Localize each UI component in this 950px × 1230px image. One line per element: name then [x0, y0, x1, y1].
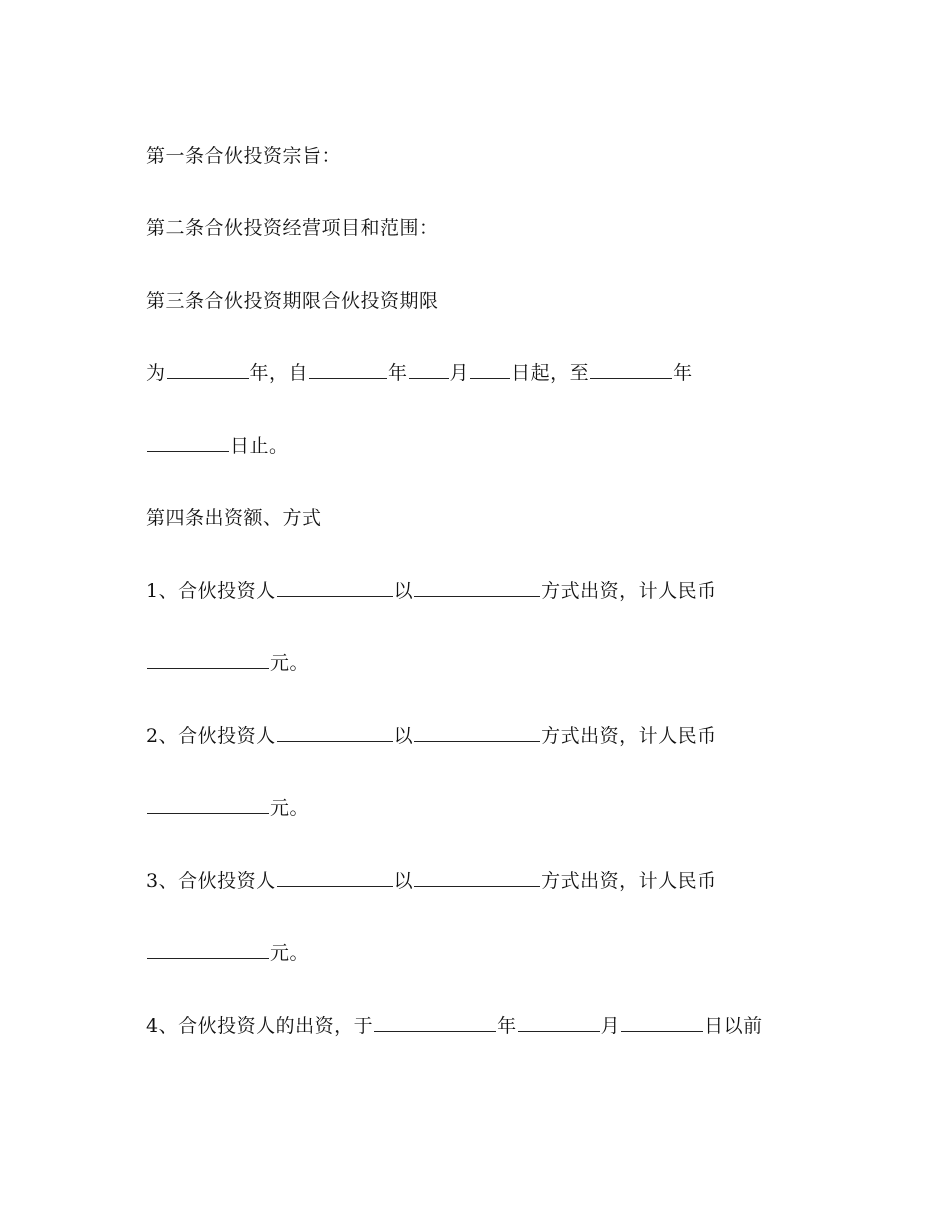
- article-4-heading: 第四条出资额、方式: [146, 507, 322, 529]
- contribution-1-suffix: 方式出资，计人民币: [541, 580, 717, 602]
- contribution-line-2: [146, 720, 717, 752]
- contribution-1-method-blank[interactable]: [414, 576, 540, 597]
- contribution-line-1: [146, 575, 717, 607]
- deadline-text-3: 月: [600, 1015, 621, 1037]
- term-line: [146, 357, 693, 389]
- contribution-2-unit: 元。: [270, 797, 310, 819]
- deadline-text-2: 年: [497, 1015, 517, 1037]
- contribution-amount-line-3: [146, 937, 309, 969]
- deadline-day-blank[interactable]: [621, 1011, 703, 1032]
- contribution-1-mid: 以: [393, 580, 414, 602]
- article-3-heading: 第三条合伙投资期限合伙投资期限: [146, 290, 439, 312]
- contribution-3-prefix: 3、合伙投资人: [146, 870, 276, 892]
- article-1-heading: 第一条合伙投资宗旨：: [146, 145, 342, 167]
- start-day-blank[interactable]: [470, 358, 510, 379]
- contribution-amount-line-2: [146, 792, 309, 824]
- end-year-blank[interactable]: [590, 358, 672, 379]
- contribution-amount-line-1: [146, 647, 309, 679]
- term-end-text: 日止。: [230, 435, 289, 457]
- contribution-3-partner-blank[interactable]: [277, 866, 393, 887]
- contribution-2-suffix: 方式出资，计人民币: [541, 725, 717, 747]
- term-text-3: 年: [388, 362, 408, 384]
- deadline-text-1: 4、合伙投资人的出资，于: [146, 1015, 374, 1037]
- contribution-1-amount-blank[interactable]: [147, 648, 269, 669]
- contribution-1-prefix: 1、合伙投资人: [146, 580, 276, 602]
- contribution-2-mid: 以: [393, 725, 414, 747]
- term-end-line: [146, 430, 289, 462]
- contribution-3-unit: 元。: [270, 942, 310, 964]
- term-text-5: 日起，至: [511, 362, 590, 384]
- term-text-6: 年: [673, 362, 693, 384]
- deadline-line: [146, 1010, 763, 1042]
- start-year-blank[interactable]: [309, 358, 387, 379]
- start-month-blank[interactable]: [409, 358, 449, 379]
- contribution-1-unit: 元。: [270, 652, 310, 674]
- contribution-2-amount-blank[interactable]: [147, 793, 269, 814]
- deadline-month-blank[interactable]: [518, 1011, 600, 1032]
- article-2-heading: 第二条合伙投资经营项目和范围：: [146, 217, 439, 239]
- end-date-blank[interactable]: [147, 431, 229, 452]
- contribution-2-partner-blank[interactable]: [277, 721, 393, 742]
- term-text-2: 年，自: [249, 362, 309, 384]
- term-text-4: 月: [449, 362, 470, 384]
- term-years-blank[interactable]: [167, 358, 249, 379]
- contribution-2-method-blank[interactable]: [414, 721, 540, 742]
- contribution-3-mid: 以: [393, 870, 414, 892]
- contribution-1-partner-blank[interactable]: [277, 576, 393, 597]
- contribution-2-prefix: 2、合伙投资人: [146, 725, 276, 747]
- deadline-year-blank[interactable]: [374, 1011, 496, 1032]
- contribution-3-suffix: 方式出资，计人民币: [541, 870, 717, 892]
- deadline-text-4: 日以前: [704, 1015, 763, 1037]
- contribution-line-3: [146, 865, 717, 897]
- contribution-3-method-blank[interactable]: [414, 866, 540, 887]
- term-text-1: 为: [146, 362, 166, 384]
- contribution-3-amount-blank[interactable]: [147, 938, 269, 959]
